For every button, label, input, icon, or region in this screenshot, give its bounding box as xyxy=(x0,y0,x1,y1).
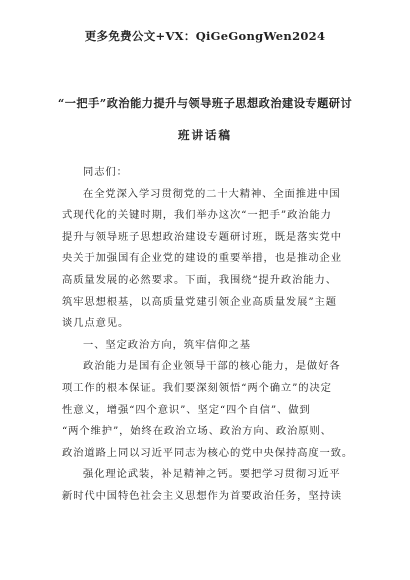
paragraph-line: 筑牢思想根基，以高质量党建引领企业高质量发展”主题 xyxy=(62,295,337,308)
document-body xyxy=(62,162,354,508)
paragraph-line: 性意义，增强“四个意识”、坚定“四个自信”、做到 xyxy=(62,403,311,416)
promo-header: 更多免费公文+VX：QiGeGongWen2024 xyxy=(84,29,326,43)
document-title: “一把手”政治能力提升与领导班子思想政治建设专题研讨 xyxy=(57,96,353,110)
paragraph-line: 项工作的根本保证。我们要深刻领悟“两个确立”的决定 xyxy=(62,381,332,394)
paragraph-line: 谈几点意见。 xyxy=(62,317,130,330)
section-heading: 一、坚定政治方向，筑牢信仰之基 xyxy=(83,338,251,351)
paragraph-line: 新时代中国特色社会主义思想作为首要政治任务，坚持读 xyxy=(62,489,342,502)
paragraph-line: 在全党深入学习贯彻党的二十大精神、全面推进中国 xyxy=(83,187,341,200)
paragraph-line: 提升与领导班子思想政治建设专题研讨班，既是落实党中 xyxy=(62,230,342,243)
paragraph-line: 式现代化的关键时期，我们举办这次“一把手”政治能力 xyxy=(62,209,332,222)
paragraph-line: 高质量发展的必然要求。下面，我围绕“提升政治能力、 xyxy=(62,273,337,286)
paragraph-line: 政治能力是国有企业领导干部的核心能力，是做好各 xyxy=(83,360,341,373)
document-title-continuation: 班讲话稿 xyxy=(178,128,232,142)
paragraph-line: 政治道路上同以习近平同志为核心的党中央保持高度一致。 xyxy=(62,446,354,459)
paragraph-line: 强化理论武装，补足精神之钙。要把学习贯彻习近平 xyxy=(83,468,341,481)
paragraph-line: 央关于加强国有企业党的建设的重要举措，也是推动企业 xyxy=(62,252,342,265)
paragraph-line: “两个维护”，始终在政治立场、政治方向、政治原则、 xyxy=(62,425,332,438)
salutation: 同志们： xyxy=(83,166,128,178)
